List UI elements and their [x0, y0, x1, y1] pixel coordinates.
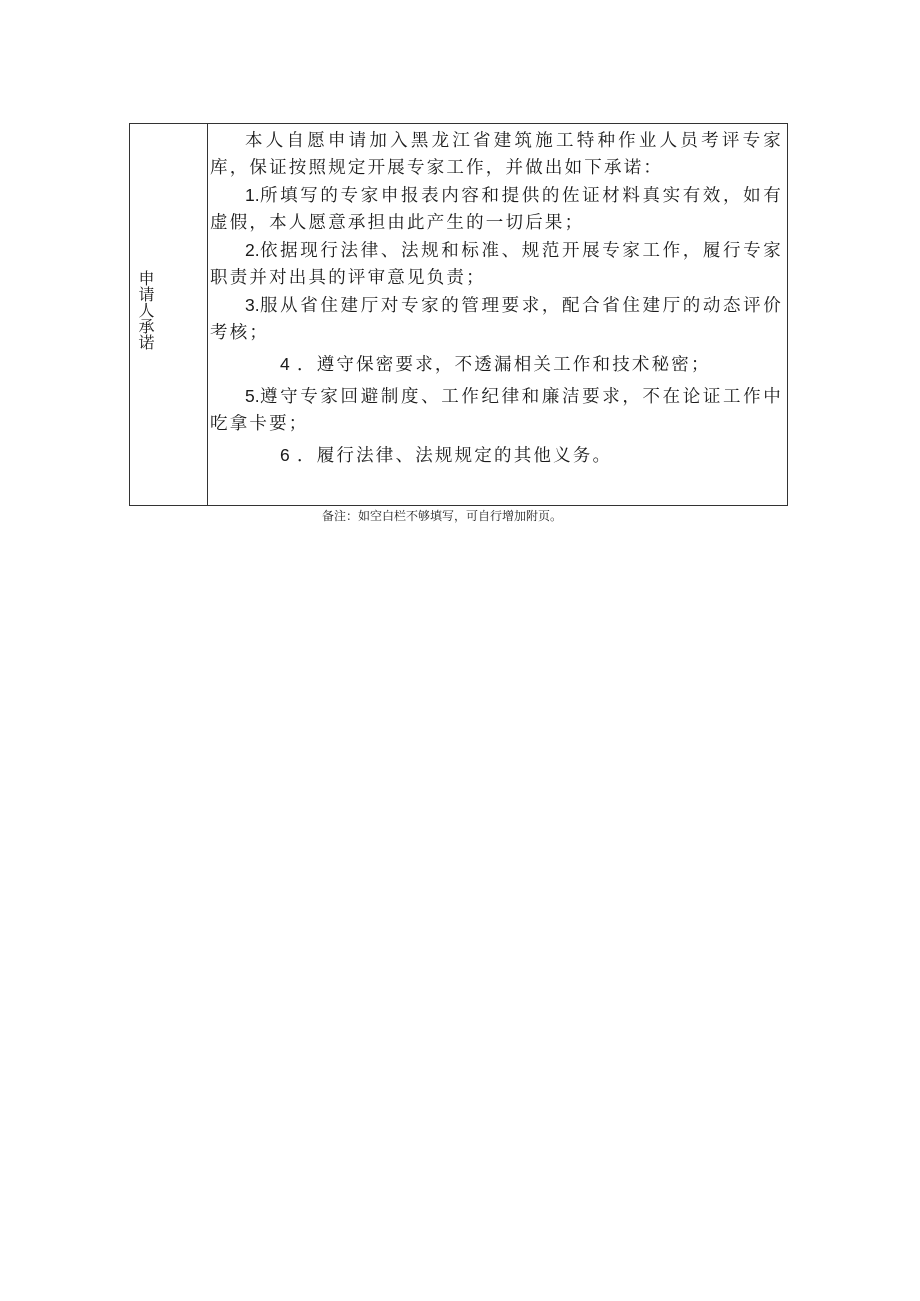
- intro-paragraph: 本人自愿申请加入黑龙江省建筑施工特种作业人员考评专家库，保证按照规定开展专家工作，并做出如下承诺：: [210, 131, 783, 178]
- commitment-item-1: [210, 182, 783, 237]
- commitment-item-5: [210, 383, 783, 438]
- commitment-content: [208, 124, 787, 505]
- commitment-item-2: [210, 237, 783, 292]
- item-number: 4: [280, 354, 290, 374]
- footnote: 备注：如空白栏不够填写，可自行增加附页。: [322, 509, 563, 523]
- item-text: ．履行法律、法规规定的其他义务。: [297, 446, 613, 466]
- item-number: 1.: [245, 185, 260, 205]
- item-number: 6: [280, 445, 290, 465]
- item-number: 2.: [245, 240, 260, 260]
- item-text: 依据现行法律、法规和标准、规范开展专家工作，履行专家职责并对出具的评审意见负责；: [210, 241, 783, 288]
- item-text: 服从省住建厅对专家的管理要求，配合省住建厅的动态评价考核；: [210, 296, 783, 343]
- item-text: 所填写的专家申报表内容和提供的佐证材料真实有效，如有虚假，本人愿意承担由此产生的一切后果；: [210, 186, 783, 233]
- item-number: 3.: [245, 295, 260, 315]
- commitment-table: [129, 123, 788, 506]
- commitment-item-4: [210, 351, 783, 379]
- commitment-item-6: [210, 442, 783, 470]
- item-text: ．遵守保密要求，不透漏相关工作和技术秘密；: [297, 355, 711, 375]
- label-cell: [130, 124, 208, 505]
- item-text: 遵守专家回避制度、工作纪律和廉洁要求，不在论证工作中吃拿卡要；: [210, 387, 783, 434]
- commitment-item-3: [210, 292, 783, 347]
- row-label: 申请人承诺: [136, 270, 155, 350]
- item-number: 5.: [245, 386, 260, 406]
